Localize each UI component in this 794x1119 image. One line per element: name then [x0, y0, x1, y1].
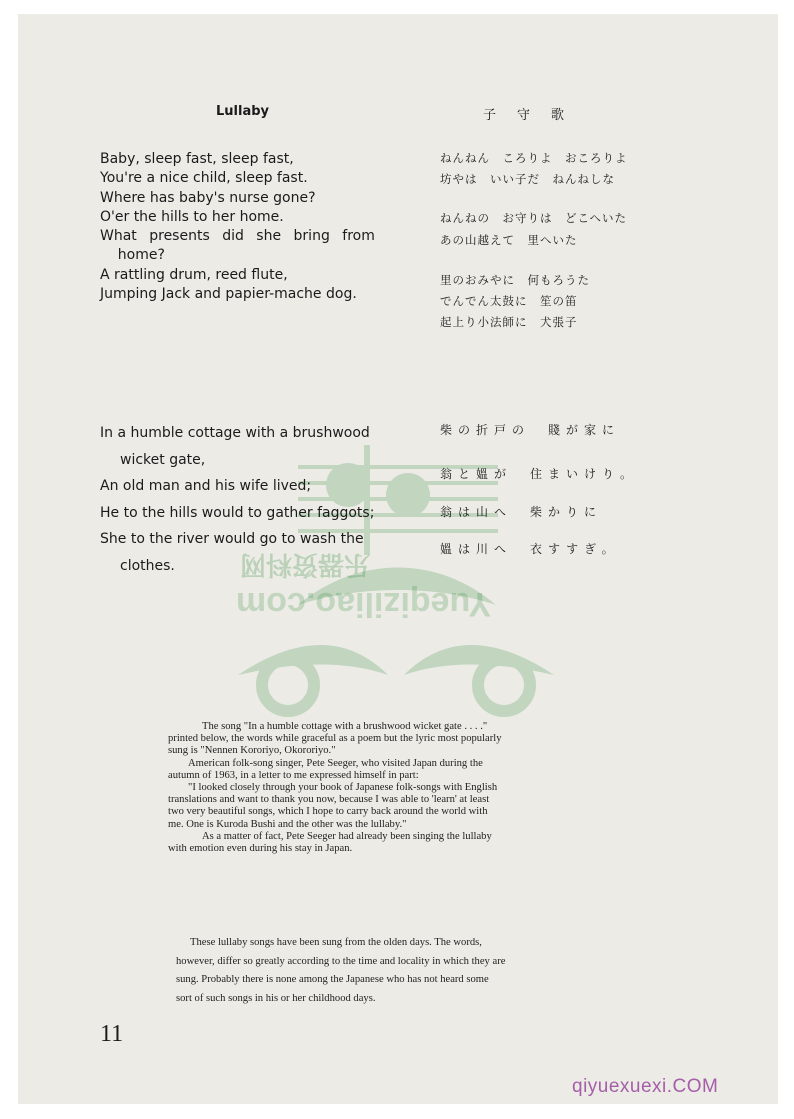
note-line: however, differ so greatly according to the time and locality in which they are	[176, 955, 506, 967]
footer-site-watermark: qiyuexuexi.COM	[572, 1076, 719, 1097]
poem1-line: Jumping Jack and papier-mache dog.	[100, 286, 357, 303]
poem2-line: She to the river would go to wash the	[100, 531, 364, 547]
poem1-japanese-line: ねんねん ころりよ おころりよ	[440, 151, 628, 165]
poem1-japanese-line: 坊やは いい子だ ねんねしな	[440, 172, 615, 186]
poem2-line: clothes.	[120, 557, 175, 574]
poem1-line: O'er the hills to her home.	[100, 208, 284, 225]
poem2-line: He to the hills would to gather faggots;	[100, 504, 375, 521]
poem1-line: home?	[100, 247, 165, 264]
poem1-japanese-line: ねんねの お守りは どこへいた	[440, 211, 628, 225]
poem1-line: You're a nice child, sleep fast.	[100, 170, 308, 187]
poem1-line: Where has baby's nurse gone?	[100, 189, 316, 206]
note-line: As a matter of fact, Pete Seeger had already been singing the lullaby	[202, 830, 492, 842]
watermark-url-text: Yueqiziliao.com	[236, 585, 492, 623]
poem2-line: wicket gate,	[120, 451, 206, 468]
poem1-japanese-line: 起上り小法師に 犬張子	[440, 315, 578, 329]
note-line: autumn of 1963, in a letter to me expressed himself in part:	[168, 769, 419, 781]
poem1-line: What presents did she bring from	[100, 228, 375, 245]
note-line: with emotion even during his stay in Japan.	[168, 843, 353, 855]
note-line: sung. Probably there is none among the Japanese who has not heard some	[176, 974, 489, 986]
poem2-line: In a humble cottage with a brushwood	[100, 425, 370, 441]
note-line: "I looked closely through your book of Japanese folk-songs with English	[188, 782, 498, 794]
watermark-chinese-text: 乐器资料网	[240, 549, 371, 579]
note-line: American folk-song singer, Pete Seeger, who visited Japan during the	[188, 757, 483, 769]
note-line: me. One is Kuroda Bushi and the other was the lullaby."	[168, 818, 407, 830]
poem1-english	[100, 150, 375, 304]
note-line: two very beautiful songs, which I hope to carry back around the world with	[168, 806, 488, 818]
poem2-japanese-line: 翁は山へ 柴かりに	[440, 505, 603, 519]
note-line: printed below, the words while graceful as a poem but the lyric most popularly	[168, 733, 502, 745]
note-line: translations and want to thank you now, because I was able to 'learn' at least	[168, 794, 490, 806]
translator-note	[168, 721, 502, 855]
note-line: These lullaby songs have been sung from the olden days. The words,	[190, 937, 482, 948]
poem1-line: Baby, sleep fast, sleep fast,	[100, 151, 294, 167]
poem1-line: A rattling drum, reed flute,	[100, 266, 288, 283]
history-note	[176, 934, 505, 1008]
note-line: The song "In a humble cottage with a brushwood wicket gate . . . ."	[202, 721, 488, 732]
poem2-japanese-line: 柴の折戸の 賤が家に	[440, 423, 621, 437]
poem2-japanese-line: 媼は川へ 衣すすぎ。	[440, 542, 620, 556]
poem1-japanese-line: 里のおみやに 何もろうた	[440, 273, 590, 287]
poem2-line: An old man and his wife lived;	[100, 478, 312, 494]
note-line: sung is "Nennen Kororiyo, Okororiyo."	[168, 745, 336, 757]
poem2-japanese-line: 翁と媼が 住まいけり。	[440, 467, 639, 481]
note-line: sort of such songs in his or her childhood days.	[176, 992, 376, 1004]
poem2-english	[100, 420, 374, 579]
poem1-japanese-line: あの山越えて 里へいた	[440, 233, 578, 247]
page-number: 11	[100, 1021, 124, 1047]
title-japanese: 子 守 歌	[483, 108, 569, 123]
poem1-japanese-line: でんでん太鼓に 笙の笛	[440, 294, 578, 308]
title-english: Lullaby	[216, 104, 270, 119]
